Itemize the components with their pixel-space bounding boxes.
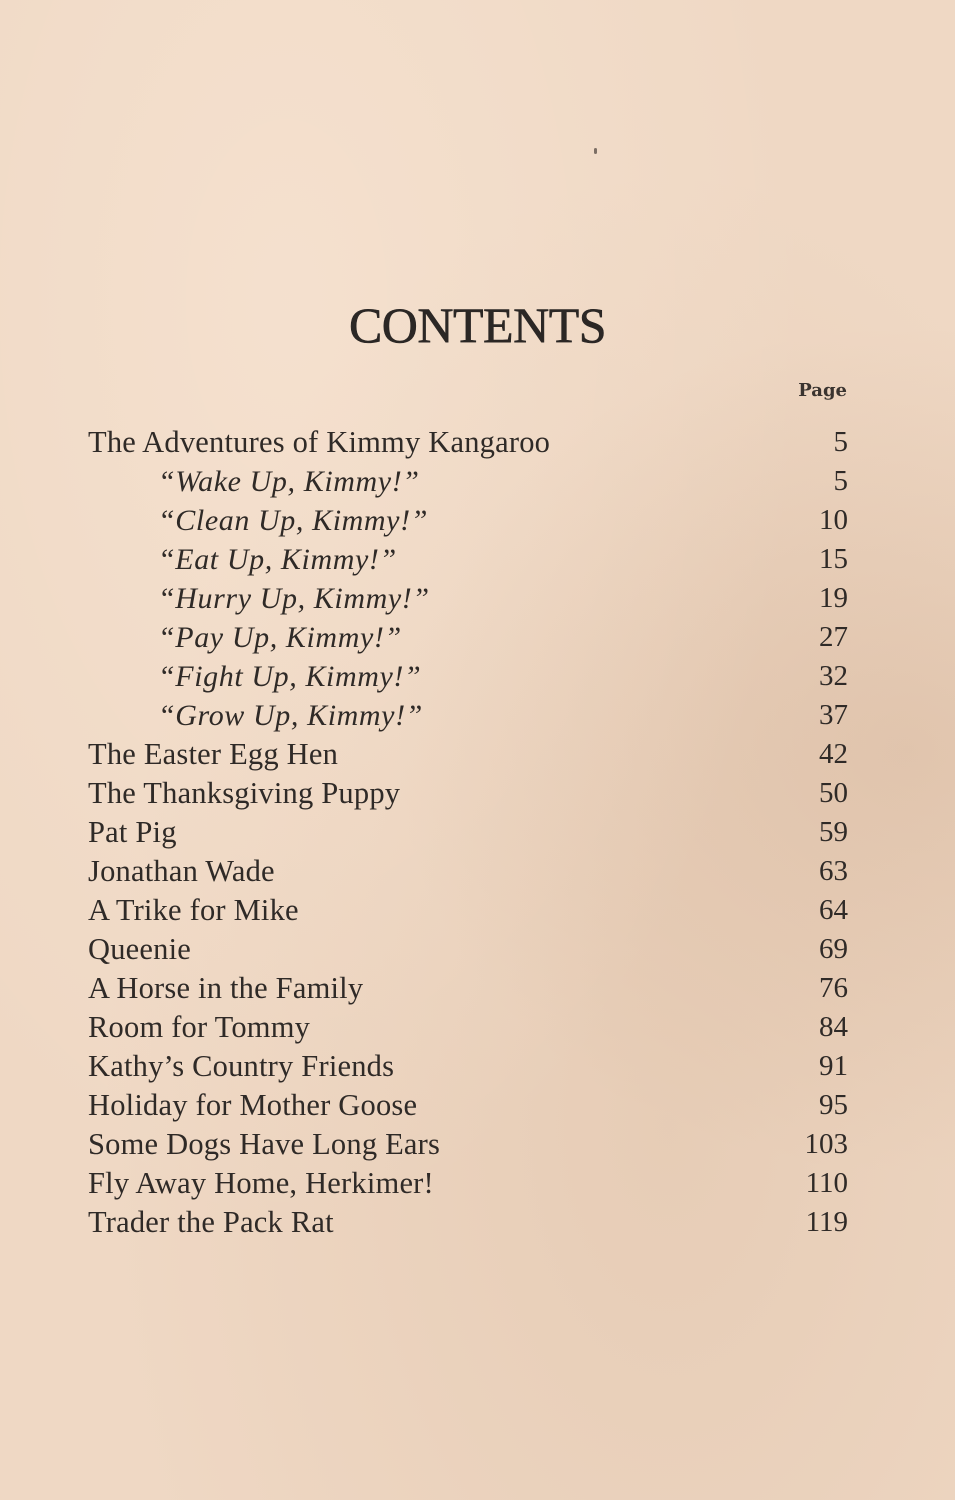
toc-entry [88, 1008, 848, 1047]
toc-entry-title: A Trike for Mike [88, 893, 299, 927]
toc-entry [88, 774, 848, 813]
toc-entry-title: The Thanksgiving Puppy [88, 776, 401, 810]
toc-entry [88, 852, 848, 891]
paper-speck [594, 148, 597, 154]
toc-subentry [88, 501, 848, 540]
toc-entry-page-number: 69 [819, 933, 848, 965]
toc-entry-page-number: 59 [819, 816, 848, 848]
toc-subentry [88, 657, 848, 696]
toc-entry-title: “Hurry Up, Kimmy!” [158, 582, 430, 615]
toc-entry-title: “Eat Up, Kimmy!” [158, 543, 397, 576]
toc-entry-title: A Horse in the Family [88, 971, 364, 1005]
page-title: CONTENTS [348, 296, 607, 353]
toc-entry-page-number: 27 [819, 621, 848, 653]
toc-entry-page-number: 37 [819, 699, 848, 731]
toc-entry-title: “Grow Up, Kimmy!” [158, 699, 423, 732]
toc-subentry [88, 462, 848, 501]
toc-entry-page-number: 110 [805, 1167, 848, 1199]
toc-entry-page-number: 42 [819, 738, 848, 770]
toc-entry-page-number: 84 [819, 1011, 848, 1043]
toc-subentry [88, 618, 848, 657]
toc-entry [88, 1164, 848, 1203]
table-of-contents [88, 423, 848, 1242]
toc-entry [88, 969, 848, 1008]
toc-entry-page-number: 10 [819, 504, 848, 536]
toc-entry-title: “Pay Up, Kimmy!” [158, 621, 402, 654]
toc-entry-title: Kathy’s Country Friends [88, 1049, 395, 1083]
toc-entry-title: Queenie [88, 932, 192, 966]
toc-entry-page-number: 119 [805, 1206, 848, 1238]
toc-entry-page-number: 50 [819, 777, 848, 809]
toc-entry-title: Some Dogs Have Long Ears [88, 1127, 441, 1161]
toc-entry-page-number: 32 [819, 660, 848, 692]
toc-entry-title: “Fight Up, Kimmy!” [158, 660, 422, 693]
toc-subentry [88, 696, 848, 735]
toc-entry [88, 423, 848, 462]
toc-entry-page-number: 19 [819, 582, 848, 614]
toc-entry [88, 930, 848, 969]
toc-entry [88, 891, 848, 930]
toc-entry [88, 1086, 848, 1125]
toc-subentry [88, 579, 848, 618]
toc-entry-page-number: 64 [819, 894, 848, 926]
toc-entry-title: Holiday for Mother Goose [88, 1088, 418, 1122]
toc-entry-page-number: 95 [819, 1089, 848, 1121]
toc-entry-page-number: 103 [804, 1128, 848, 1160]
toc-entry-page-number: 5 [833, 426, 848, 458]
toc-entry [88, 1125, 848, 1164]
toc-entry-page-number: 91 [819, 1050, 848, 1082]
toc-entry-title: Fly Away Home, Herkimer! [88, 1166, 434, 1200]
toc-entry-title: Jonathan Wade [88, 854, 275, 888]
toc-entry [88, 735, 848, 774]
toc-entry [88, 813, 848, 852]
toc-entry-title: The Adventures of Kimmy Kangaroo [88, 425, 551, 459]
toc-entry-title: Trader the Pack Rat [88, 1205, 334, 1239]
toc-subentry [88, 540, 848, 579]
toc-entry-title: Room for Tommy [88, 1010, 311, 1044]
page-column-label: Page [798, 380, 847, 401]
toc-entry [88, 1203, 848, 1242]
toc-entry-page-number: 63 [819, 855, 848, 887]
toc-entry-title: “Wake Up, Kimmy!” [158, 465, 420, 498]
toc-entry-title: The Easter Egg Hen [88, 737, 339, 771]
toc-entry [88, 1047, 848, 1086]
toc-entry-page-number: 76 [819, 972, 848, 1004]
toc-entry-title: Pat Pig [88, 815, 177, 849]
toc-entry-page-number: 5 [833, 465, 848, 497]
toc-entry-page-number: 15 [819, 543, 848, 575]
toc-entry-title: “Clean Up, Kimmy!” [158, 504, 428, 537]
